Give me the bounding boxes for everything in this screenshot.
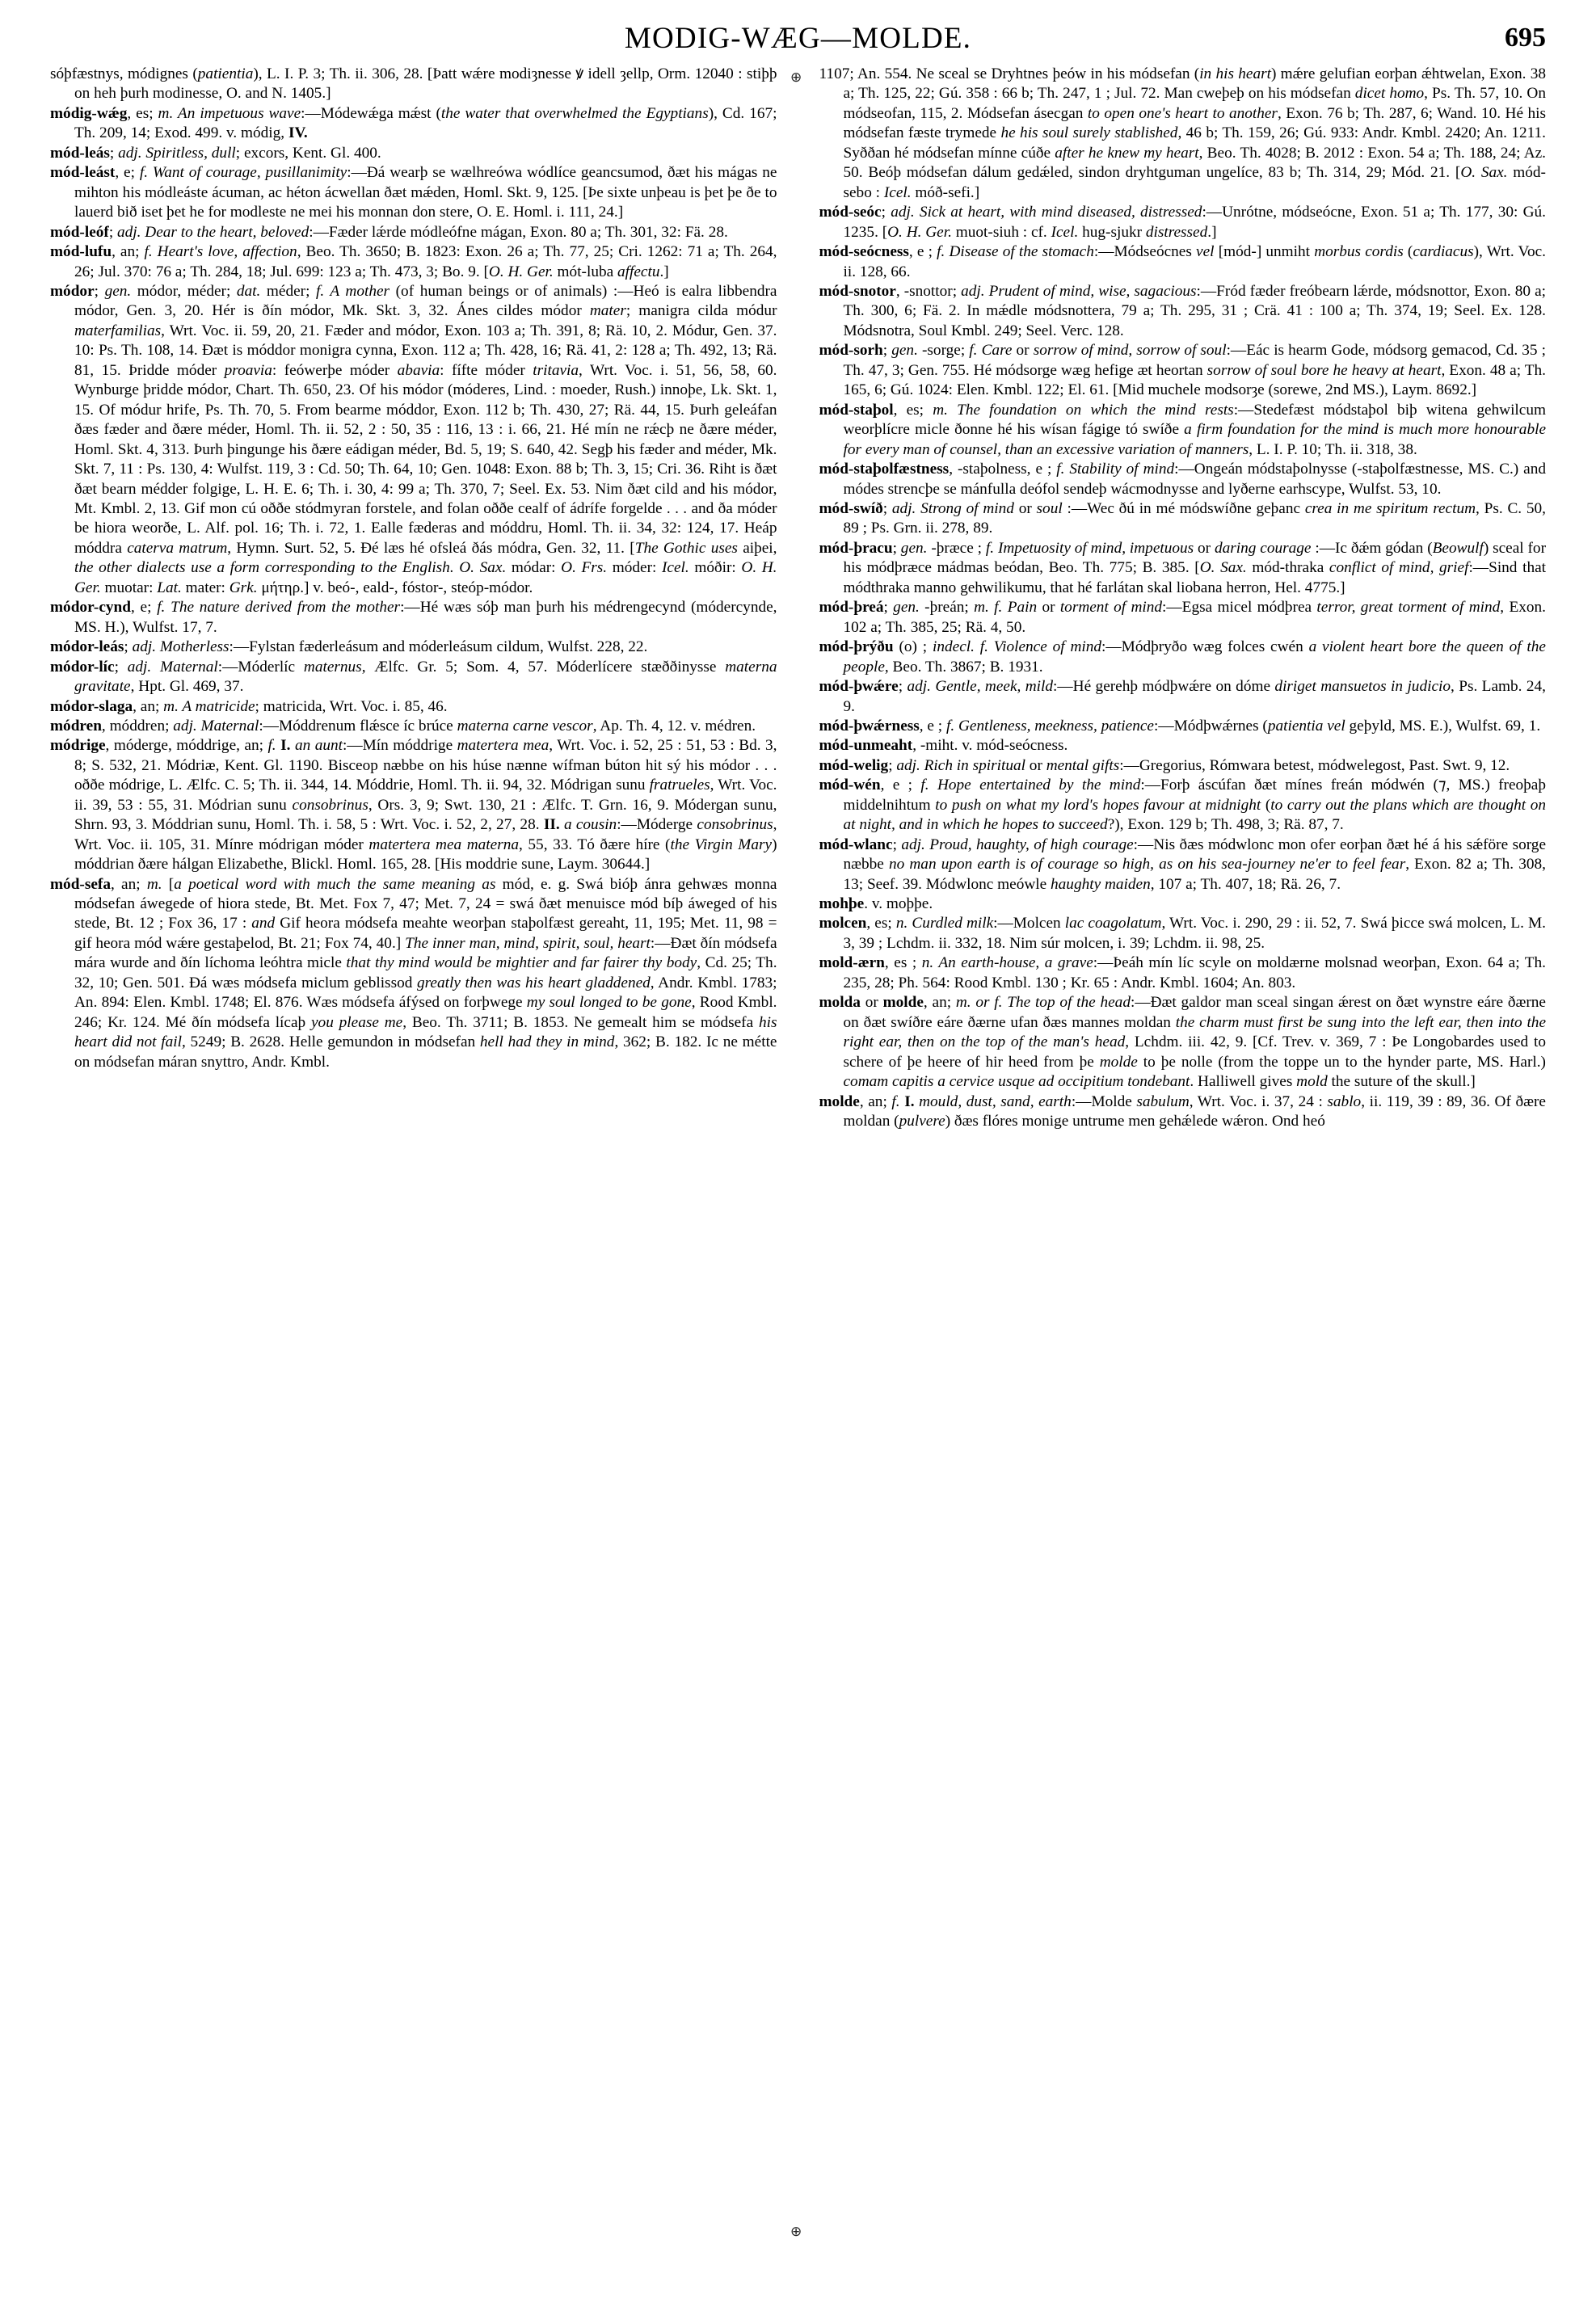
dictionary-entry: mód-leóf; adj. Dear to the heart, beloved:—Fæder lǽrde módleófne mágan, Exon. 80 a; Th. 301, 32: Fä. 28. [50, 223, 728, 241]
dictionary-entry: módren, móddren; adj. Maternal:—Móddrenum flǽsce íc brúce materna carne vescor, Ap. Th. 4, 12. v. médren. [50, 717, 756, 735]
dictionary-entry: mód-seócness, e ; f. Disease of the stomach:—Módseócnes vel [mód-] unmiht morbus cordis (cardiacus), Wrt. Voc. ii. 128, 66. [819, 243, 1546, 280]
dictionary-entry: mód-þreá; gen. -þreán; m. f. Pain or torment of mind:—Egsa micel módþrea terror, great torment of mind, Exon. 102 a; Th. 385, 25; Rä. 4, 50. [819, 599, 1546, 636]
running-head [50, 21, 1546, 65]
dictionary-entry: módor-slaga, an; m. A matricide; matricida, Wrt. Voc. i. 85, 46. [50, 697, 448, 715]
dictionary-entry: mód-þracu; gen. -þræce ; f. Impetuosity of mind, impetuous or daring courage :—Ic ðǽm gódan (Beowulf) sceal for his módþræce mádmas beódan, Beo. Th. 775; B. 385. [O. Sax. mód-thraka conflict of mind, grief:—Sind that módthraka manno gehwilikumu, that hé farlátan skal liobana herron, Hel. 4775.] [819, 539, 1547, 596]
dictionary-entry: mód-swíð; adj. Strong of mind or soul :—Wec ðú in mé módswíðne geþanc crea in me spiritum rectum, Ps. C. 50, 89 ; Ps. Grn. ii. 278, 89. [819, 499, 1547, 537]
dictionary-entry: mód-wén, e ; f. Hope entertained by the mind:—Forþ áscúfan ðæt mínes freán módwén (⁊, MS.) freoþaþ middelnihtum to push on what my lord's hopes favour at midnight (to carry out the plans which are thought on at night, and in which he hopes to succeed?), Exon. 129 b; Th. 498, 3; Rä. 87, 7. [819, 777, 1547, 834]
dictionary-entry: módor-cynd, e; f. The nature derived from the mother:—Hé wæs sóþ man þurh his médrengecynd (módercynde, MS. H.), Wulfst. 17, 7. [50, 599, 777, 636]
dictionary-entry: molda or molde, an; m. or f. The top of the head:—Ðæt galdor man sceal singan ǽrest on ðæt wynstre eáre ðærne on ðæt swíðre eáre ðærne ufan ðæs mannes moldan the charm must first be sung into the left ear, then into the right ear, then on the top of the man's head, Lchdm. iii. 42, 9. [Cf. Trev. v. 369, 7 : Þe Longobardes used to schere of þe heere of hir heed from þe molde to þe nolle (from the toppe un to the hynder parte, MS. Harl.) comam capitis a cervice usque ad occipitium tondebant. Halliwell gives mold the suture of the skull.] [819, 994, 1546, 1091]
dictionary-entry: mód-leást, e; f. Want of courage, pusillanimity:—Ðá wearþ se wælhreówa wódlíce geancsumod, ðæt his mágas ne mihton his módleáste ácuman, ac héton ácwellan ðæt mǽden, Homl. Skt. 9, 125. [Þe sixte unþeau is þet þe ðe to lauerd bið iset þet he for modleste ne mei his monnan don stere, O. E. Homl. i. 111, 24.] [50, 164, 777, 221]
dictionary-entry: sóþfæstnys, módignes (patientia), L. I. P. 3; Th. ii. 306, 28. [Þatt wǽre modiȝnesse ꝟ idell ȝellp, Orm. 12040 : stiþþ on heh þurh modinesse, O. and N. 1405.] [50, 65, 777, 103]
dictionary-entry: módor; gen. módor, méder; dat. méder; f. A mother (of human beings or of animals) :—Heó is ealra libbendra módor, Gen. 3, 20. Hér is ðín módor, Mk. Skt. 3, 32. Ánes cildes módor mater; manigra cilda módur materfamilias, Wrt. Voc. ii. 59, 20, 21. Fæder and módor, Exon. 103 a; Th. 391, 8; Rä. 10, 2. Módur, Gen. 37. 10: Ps. Th. 108, 14. Ðæt is móddor monigra cynna, Exon. 112 a; Th. 428, 16; Rä. 41, 2: 128 a; Th. 492, 13; Rä. 81, 15. Þridde móder proavia: feówerþe móder abavia: fífte móder tritavia, Wrt. Voc. i. 51, 56, 58, 60. Wynburge þridde módor, Chart. Th. 650, 23. Of his módor (móderes, Lind. : moeder, Rush.) innoþe, Lk. Skt. 1, 15. Of módur hrife, Ps. Th. 70, 5. From bearme móddor, Exon. 112 b; Th. 430, 27; Rä. 44, 15. Þurh geleáfan ðæs fæder and ðære méder, Homl. Th. ii. 52, 2 : 50, 35 : 116, 13 : i. 66, 21. Hé mín ne rǽcþ ne ðære méder, Homl. Skt. 4, 313. Þurh þingunge his ðære eádigan méder, Bd. 5, 19; S. 640, 42. Segþ his fæder and méder, Mk. Skt. 7, 11 : Ps. 130, 4: Wulfst. 119, 3 : Cd. 50; Th. 64, 10; Gen. 1048: Exon. 88 b; Th. 3, 15; Cri. 36. Riht is ðæt ðæt bearn médder folgige, L. H. E. 6; Th. i. 30, 4: 99 a; Th. 370, 7; Seel. Ex. 53. Nim ðæt cild and his módor, Mt. Kmbl. 2, 13. Gif mon cú oððe stódmyran forstele, and folan oððe cealf of ádrífe forgelde . . . and ða móder be hiora weorðe, L. Alf. pol. 16; Th. i. 72, 1. Ealle fæderas and móddru, Homl. Th. ii. 34, 32: 124, 17. Heáp móddra caterva matrum, Hymn. Surt. 52, 5. Ðé læs hé ofsleá ðás módra, Gen. 32, 11. [The Gothic uses aiþei, the other dialects use a form corresponding to the English. O. Sax. módar: O. Frs. móder: Icel. móðir: O. H. Ger. muotar: Lat. mater: Grk. μήτηρ.] v. beó-, eald-, fóstor-, steóp-módor. [50, 282, 777, 596]
dictionary-entry: mold-ærn, es ; n. An earth-house, a grave:—Þeáh mín líc scyle on moldærne molsnad weorþan, Exon. 64 a; Th. 235, 28; Ph. 564: Rood Kmbl. 130 ; Kr. 65 : Andr. Kmbl. 1604; An. 803. [819, 954, 1546, 991]
dictionary-entry: mód-þwǽre; adj. Gentle, meek, mild:—Hé gerehþ módþwǽre on dóme diriget mansuetos in judicio, Ps. Lamb. 24, 9. [819, 678, 1546, 715]
dictionary-entry: módig-wǽg, es; m. An impetuous wave:—Módewǽga mǽst (the water that overwhelmed the Egyptians), Cd. 167; Th. 209, 14; Exod. 499. v. módig, IV. [50, 104, 777, 142]
dictionary-entry: mód-unmeaht, -miht. v. mód-seócness. [819, 737, 1068, 755]
two-column-body [50, 65, 1546, 2263]
right-column [795, 65, 1547, 2263]
dictionary-entry: mód-þrýðu (o) ; indecl. f. Violence of mind:—Módþryðo wæg folces cwén a violent heart bore the queen of the people, Beo. Th. 3867; B. 1931. [819, 638, 1546, 676]
dictionary-entry: molcen, es; n. Curdled milk:—Molcen lac coagolatum, Wrt. Voc. i. 290, 29 : ii. 52, 7. Swá þicce swá molcen, L. M. 3, 39 ; Lchdm. ii. 332, 18. Nim súr molcen, i. 39; Lchdm. ii. 98, 25. [819, 915, 1546, 952]
dictionary-entry: 1107; An. 554. Ne sceal se Dryhtnes þeów in his módsefan (in his heart) mǽre gelufian eorþan ǽhtwelan, Exon. 38 a; Th. 125, 22; Gú. 358 : 66 b; Th. 247, 1 ; Jul. 72. Man cweþeþ on his módsefan dicet homo, Ps. Th. 57, 10. On módseofan, 115, 2. Módsefan ásecgan to open one's heart to another, Exon. 76 b; Th. 287, 6; Wand. 10. Hé his módsefan fæste trymede he his soul surely stablished, 46 b; Th. 159, 26; Gú. 933: Andr. Kmbl. 2420; An. 1211. Syððan hé módsefan mínne cúðe after he knew my heart, Beo. Th. 4028; B. 2012 : Exon. 54 a; Th. 188, 24; Az. 50. Beóþ módsefan dálum gedǽled, sindon dryhtguman ungelíce, 83 b; Th. 314, 29; Mód. 21. [O. Sax. mód-sebo : Icel. móð-sefi.] [819, 65, 1547, 201]
dictionary-entry: mód-lufu, an; f. Heart's love, affection, Beo. Th. 3650; B. 1823: Exon. 26 a; Th. 77, 25; Cri. 1262: 71 a; Th. 264, 26; Jul. 370: 76 a; Th. 284, 18; Jul. 699: 123 a; Th. 473, 3; Bo. 9. [O. H. Ger. mót-luba affectu.] [50, 243, 777, 280]
dictionary-entry: módor-leás; adj. Motherless:—Fylstan fæderleásum and móderleásum cildum, Wulfst. 228, 22. [50, 638, 648, 656]
dictionary-entry: mód-staþolfæstness, -staþolness, e ; f. Stability of mind:—Ongeán módstaþolnysse (-staþolfæstnesse, MS. C.) and módes strencþe se mánfulla deófol sendeþ wácmodnysse and lyðerne earhscype, Wulfst. 53, 10. [819, 461, 1546, 498]
gutter-marks [790, 65, 811, 2263]
dictionary-entry: mód-leás; adj. Spiritless, dull; excors, Kent. Gl. 400. [50, 144, 381, 162]
page-header-title: MODIG-WÆG—MOLDE. [624, 22, 972, 55]
dictionary-entry: mód-þwǽrness, e ; f. Gentleness, meekness, patience:—Módþwǽrnes (patientia vel geþyld, MS. E.), Wulfst. 69, 1. [819, 717, 1541, 735]
left-column [50, 65, 795, 2263]
dictionary-entry: molde, an; f. I. mould, dust, sand, earth:—Molde sabulum, Wrt. Voc. i. 37, 24 : sablo, ii. 119, 39 : 89, 36. Of ðære moldan (pulvere) ðæs flóres monige untrume men gehǽlede wǽron. Ond heó [819, 1092, 1546, 1130]
gutter-mark-icon: ⊕ [790, 69, 802, 85]
dictionary-entry: mód-seóc; adj. Sick at heart, with mind diseased, distressed:—Unrótne, módseócne, Exon. 51 a; Th. 177, 30: Gú. 1235. [O. H. Ger. muot-siuh : cf. Icel. hug-sjukr distressed.] [819, 204, 1546, 241]
dictionary-entry: mód-sorh; gen. -sorge; f. Care or sorrow of mind, sorrow of soul:—Eác is hearm Gode, módsorg gemacod, Cd. 35 ; Th. 47, 3; Gen. 755. Hé módsorge wæg hefige æt heortan sorrow of soul bore he heavy at heart, Exon. 48 a; Th. 165, 6; Gú. 1024: Elen. Kmbl. 122; El. 61. [Mid muchele modsorȝe (sorewe, 2nd MS.), Laym. 8692.] [819, 342, 1547, 399]
dictionary-entry: mód-welig; adj. Rich in spiritual or mental gifts:—Gregorius, Rómwara betest, módwelegost, Past. Swt. 9, 12. [819, 756, 1510, 774]
page-number: 695 [1505, 23, 1546, 53]
dictionary-entry: mód-staþol, es; m. The foundation on which the mind rests:—Stedefæst módstaþol biþ witena gehwilcum weorþlícre micle ðonne hé his wísan fágige tó swíðe a firm foundation for the mind is much more honourable for every man of counsel, than an excessive variation of manners, L. I. P. 10; Th. ii. 318, 38. [819, 401, 1547, 458]
dictionary-entry: mohþe. v. moþþe. [819, 895, 933, 913]
gutter-mark-icon: ⊕ [790, 2224, 802, 2239]
dictionary-entry: módrige, móderge, móddrige, an; f. I. an aunt:—Mín móddrige matertera mea, Wrt. Voc. i. 52, 25 : 51, 53 : Bd. 3, 8; S. 532, 21. Módriæ, Kent. Gl. 1190. Bisceop næbbe on his húse nænne wífman búton hit sý his módor . . . oððe módrige, L. Ælfc. C. 5; Th. ii. 344, 14. Móddrie, Homl. Th. ii. 94, 32. Módrigan sunu fratrueles, Wrt. Voc. ii. 39, 53 : 55, 31. Módrian sunu consobrinus, Ors. 3, 9; Swt. 130, 21 : Ælfc. T. Grn. 16, 9. Módergan sunu, Shrn. 93, 3. Móddrian sunu, Homl. Th. i. 58, 5 : Wrt. Voc. i. 52, 2, 27, 28. II. a cousin:—Móderge consobrinus, Wrt. Voc. ii. 105, 31. Mínre módrigan móder matertera mea materna, 55, 33. Tó ðære híre (the Virgin Mary) móddrian ðære hálgan Elizabethe, Blickl. Homl. 165, 28. [His moddrie sune, Laym. 30644.] [50, 737, 777, 873]
dictionary-entry: mód-snotor, -snottor; adj. Prudent of mind, wise, sagacious:—Fród fæder freóbearn lǽrde, módsnottor, Exon. 80 a; Th. 300, 6; Fä. 2. In mǽdle módsnottera, 79 a; Th. 295, 31 ; Crä. 41 : 100 a; Th. 374, 19; Seel. Ex. 128. Módsnotra, Soul Kmbl. 249; Seel. Verc. 128. [819, 282, 1546, 339]
dictionary-entry: mód-sefa, an; m. [a poetical word with much the same meaning as mód, e. g. Swá bióþ ánra gehwæs monna módsefan áwegede of hiora stede, Bt. Met. Fox 7, 47; Met. 7, 24 = swá ðæt menuisce mód bíþ áweged of his stede, Bt. 12 ; Fox 36, 17 : and Gif heora módsefa meahte weorþan staþolfæst gereaht, 11, 195; Met. 11, 98 = gif heora mód wǽre gestaþelod, Bt. 21; Fox 74, 40.] The inner man, mind, spirit, soul, heart:—Ðæt ðín módsefa mára wurde and ðín líchoma leóhtra micle that thy mind would be mightier and far fairer thy body, Cd. 25; Th. 32, 10; Gen. 501. Ðá wæs módsefa miclum geblissod greatly then was his heart gladdened, Andr. Kmbl. 1783; An. 894: Elen. Kmbl. 1748; El. 876. Wæs módsefa áfýsed on forþwege my soul longed to be gone, Rood Kmbl. 246; Kr. 124. Mé ðín módsefa lícaþ you please me, Beo. Th. 3711; B. 1853. Ne gemealt him se módsefa his heart did not fail, 5249; B. 2628. Helle gemundon in módsefan hell had they in mind, 362; B. 182. Ic ne métte on módsefan máran snyttro, Andr. Kmbl. [50, 875, 777, 1071]
dictionary-entry: mód-wlanc; adj. Proud, haughty, of high courage:—Nis ðæs módwlonc mon ofer eorþan ðæt hé á his sǽföre sorge næbbe no man upon earth is of courage so high, as on his sea-journey ne'er to feel fear, Exon. 82 a; Th. 308, 13; Seef. 39. Módwlonc meówle haughty maiden, 107 a; Th. 407, 18; Rä. 26, 7. [819, 836, 1547, 893]
dictionary-entry: módor-líc; adj. Maternal:—Móderlíc maternus, Ælfc. Gr. 5; Som. 4, 57. Móderlícere stæððinysse materna gravitate, Hpt. Gl. 469, 37. [50, 658, 777, 696]
